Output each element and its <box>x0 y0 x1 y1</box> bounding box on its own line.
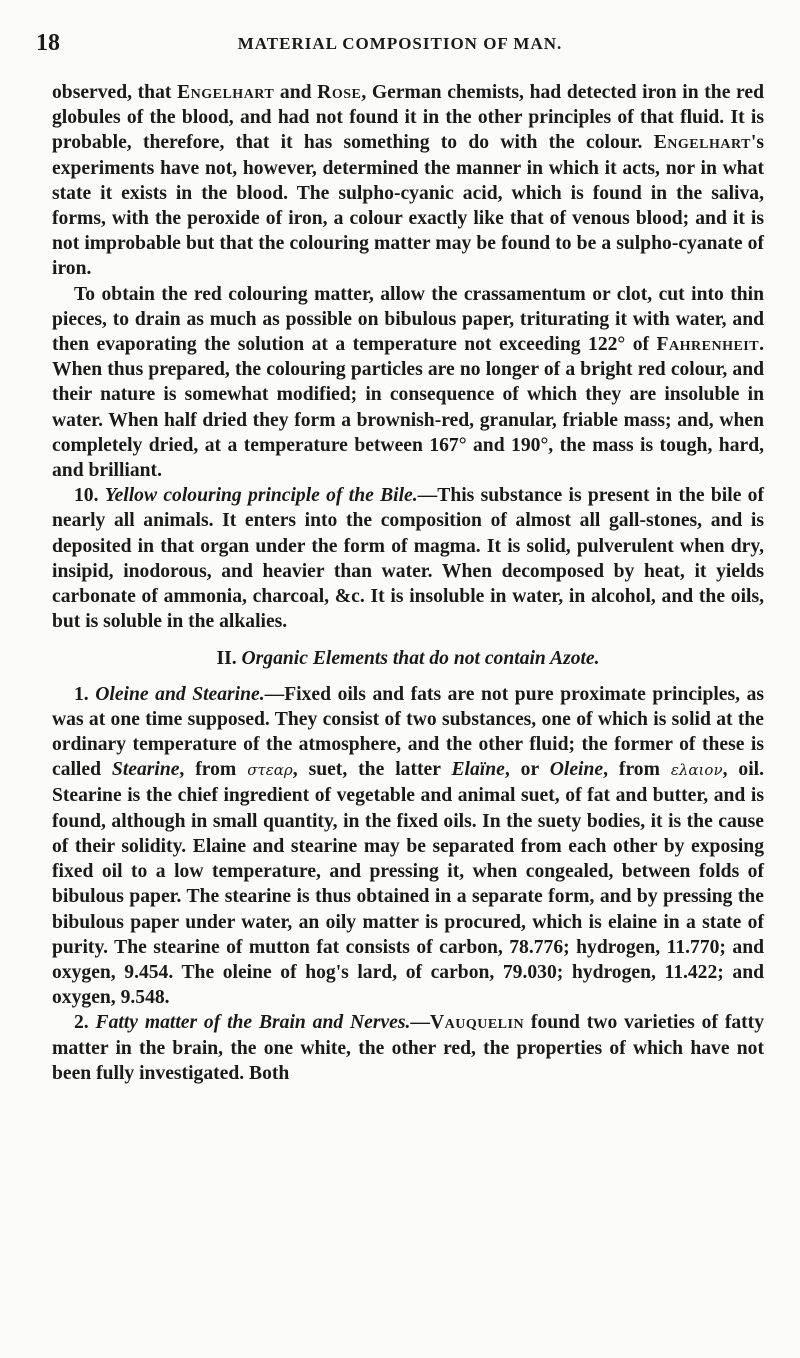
name-rose: Rose <box>317 82 362 103</box>
subheading-bile: Yellow colouring principle of the Bile. <box>104 485 418 507</box>
paragraph-iron-blood: observed, that Engelhart and Rose, German chemists, had detected iron in the red globules of the blood, and had not found it in the other principles of that fluid. It is probable, therefore, that it has something to do with the colour. Engelhart's experiments have not, however, determined the manner in which it acts, nor in what state it exists in the blood. The sulpho-cyanic acid, which is found in the saliva, forms, with the peroxide of iron, a colour exactly like that of venous blood; and it is not improbable but that the colouring matter may be found to be a sulpho-cyanate of iron. <box>52 82 764 280</box>
section-heading: II. Organic Elements that do not contain Azote. <box>216 648 600 670</box>
paragraph-oleine-stearine: 1. Oleine and Stearine.—Fixed oils and fats are not pure proximate principles, as was at one time supposed. They consist of two substances, one of which is solid at the ordinary temperature of the atmosphere, and the other fluid; the former of these is called Stearine, from στεαρ, suet, the latter Elaïne, or Oleine, from ελαιον, oil. Stearine is the chief ingredient of vegetable and animal suet, of fat and butter, and is found, although in small quantity, in the fixed oils. In the suety bodies, it is the cause of their solidity. Elaine and stearine may be separated from each other by exposing fixed oil to a low temperature, and pressing it, when congealed, between folds of bibulous paper. The stearine is thus obtained in a separate form, and by pressing the bibulous paper under water, an oily matter is procured, which is elaine in a state of purity. The stearine of mutton fat consists of carbon, 78.776; hydrogen, 11.770; and oxygen, 9.454. The oleine of hog's lard, of carbon, 79.030; hydrogen, 11.422; and oxygen, 9.548. <box>52 683 765 1009</box>
term-oleine: Oleine <box>549 759 604 781</box>
paragraph-red-colouring: To obtain the red colouring matter, allow the crassamentum or clot, cut into thin pieces, to drain as much as possible on bibulous paper, triturating it with water, and then evaporating the solution at a temperature not exceeding 122° of Fahrenheit. When thus prepared, the colouring particles are no longer of a bright red colour, and their nature is somewhat modified; in consequence of which they are insoluble in water. When half dried they form a brownish-red, granular, friable mass; and, when completely dried, at a temperature between 167° and 190°, the mass is tough, hard, and brilliant. <box>52 283 764 482</box>
section-title: Organic Elements that do not contain Azote. <box>241 648 600 670</box>
name-engelhart: Engelhart <box>177 82 275 103</box>
subheading-oleine-stearine: Oleine and Stearine. <box>95 683 265 705</box>
greek-stear: στεαρ <box>247 761 293 780</box>
name-engelhart-2: Engelhart <box>653 132 751 154</box>
term-elaine: Elaïne <box>451 759 505 781</box>
name-fahrenheit: Fahrenheit <box>656 334 760 356</box>
body-text <box>52 80 764 1086</box>
paragraph-fatty-brain: 2. Fatty matter of the Brain and Nerves.—Vauquelin found two varieties of fatty matter in the brain, the one white, the other red, the properties of which have not been fully investigated. Both <box>52 1012 764 1084</box>
term-stearine: Stearine <box>111 759 180 781</box>
running-head: MATERIAL COMPOSITION OF MAN. <box>237 34 563 53</box>
page-header <box>36 30 764 60</box>
name-vauquelin: Vauquelin <box>429 1012 525 1034</box>
subheading-fatty-brain: Fatty matter of the Brain and Nerves. <box>95 1012 411 1034</box>
page-number: 18 <box>36 30 60 56</box>
greek-elaion: ελαιον <box>670 761 723 780</box>
paragraph-bile-principle: 10. Yellow colouring principle of the Bile.—This substance is present in the bile of nearly all animals. It enters into the composition of almost all gall-stones, and is deposited in that organ under the form of magma. It is solid, pulverulent when dry, insipid, inodorous, and heavier than water. When decomposed by heat, it yields carbonate of ammonia, charcoal, &c. It is insoluble in water, in alcohol, and the oils, but is soluble in the alkalies. <box>52 485 765 633</box>
